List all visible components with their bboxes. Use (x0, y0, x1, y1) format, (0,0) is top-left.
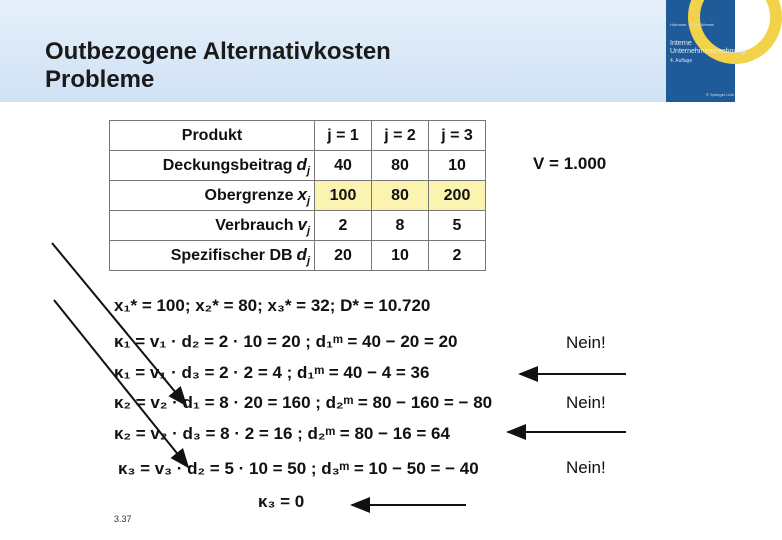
equation-kappa3: κ₃ = v₃ · d₂ = 5 · 10 = 50 ; d₃ᵐ = 10 − 50 = − 40 (118, 459, 479, 478)
row-symbol: v (297, 214, 307, 234)
table-cell: 40 (315, 151, 372, 181)
table-header: j = 3 (429, 121, 486, 151)
capacity-label: V = 1.000 (533, 154, 607, 173)
cover-title: Interne Unternehmensrechnung (670, 40, 746, 55)
row-symbol-sub: j (306, 254, 310, 267)
row-label-text: Verbrauch (215, 216, 294, 234)
equation-kappa1-b: κ₁ = v₁ · d₃ = 2 · 2 = 4 ; d₁ᵐ = 40 − 4 = 36 (114, 363, 430, 382)
optimal-solution: x₁* = 100; x₂* = 80; x₃* = 32; D* = 10.720 (114, 296, 431, 315)
table-cell: 10 (429, 151, 486, 181)
row-label-text: Deckungsbeitrag (162, 156, 293, 174)
row-symbol: d (296, 244, 307, 264)
table-cell: 5 (429, 211, 486, 241)
table-cell: 20 (315, 241, 372, 271)
table-cell: 8 (372, 211, 429, 241)
page-number: 3.37 (114, 514, 132, 524)
row-symbol-sub: j (306, 224, 310, 237)
row-label-text: Spezifischer DB (170, 246, 293, 264)
cover-publisher: © Springer Link (706, 92, 734, 97)
answer-no-2: Nein! (566, 393, 606, 412)
table-cell: 10 (372, 241, 429, 271)
row-label-text: Obergrenze (204, 186, 294, 204)
row-symbol-sub: j (306, 164, 310, 177)
table-header: j = 2 (372, 121, 429, 151)
table-cell: 80 (372, 181, 429, 211)
cover-authors: Hofmann · Klaus Wenzel (670, 22, 715, 27)
table-header: Produkt (110, 121, 315, 151)
equation-kappa2-b: κ₂ = v₂ · d₃ = 8 · 2 = 16 ; d₂ᵐ = 80 − 16 = 64 (114, 424, 450, 443)
slide-title: Outbezogene Alternativkosten Probleme (45, 38, 391, 93)
equation-kappa3-zero: κ₃ = 0 (258, 492, 305, 511)
row-symbol: d (296, 154, 307, 174)
table-header: j = 1 (315, 121, 372, 151)
table-cell: 2 (315, 211, 372, 241)
equation-kappa1-a: κ₁ = v₁ · d₂ = 2 · 10 = 20 ; d₁ᵐ = 40 − 20 = 20 (114, 332, 458, 351)
cover-edition: 4. Auflage (670, 58, 693, 64)
table-cell: 80 (372, 151, 429, 181)
answer-no-3: Nein! (566, 458, 606, 477)
table-cell: 100 (315, 181, 372, 211)
equation-kappa2-a: κ₂ = v₂ · d₁ = 8 · 20 = 160 ; d₂ᵐ = 80 − 160 = − 80 (114, 393, 493, 412)
table-cell: 2 (429, 241, 486, 271)
answer-no-1: Nein! (566, 333, 606, 352)
table-cell: 200 (429, 181, 486, 211)
row-symbol: x (297, 184, 307, 204)
row-symbol-sub: j (306, 194, 310, 207)
